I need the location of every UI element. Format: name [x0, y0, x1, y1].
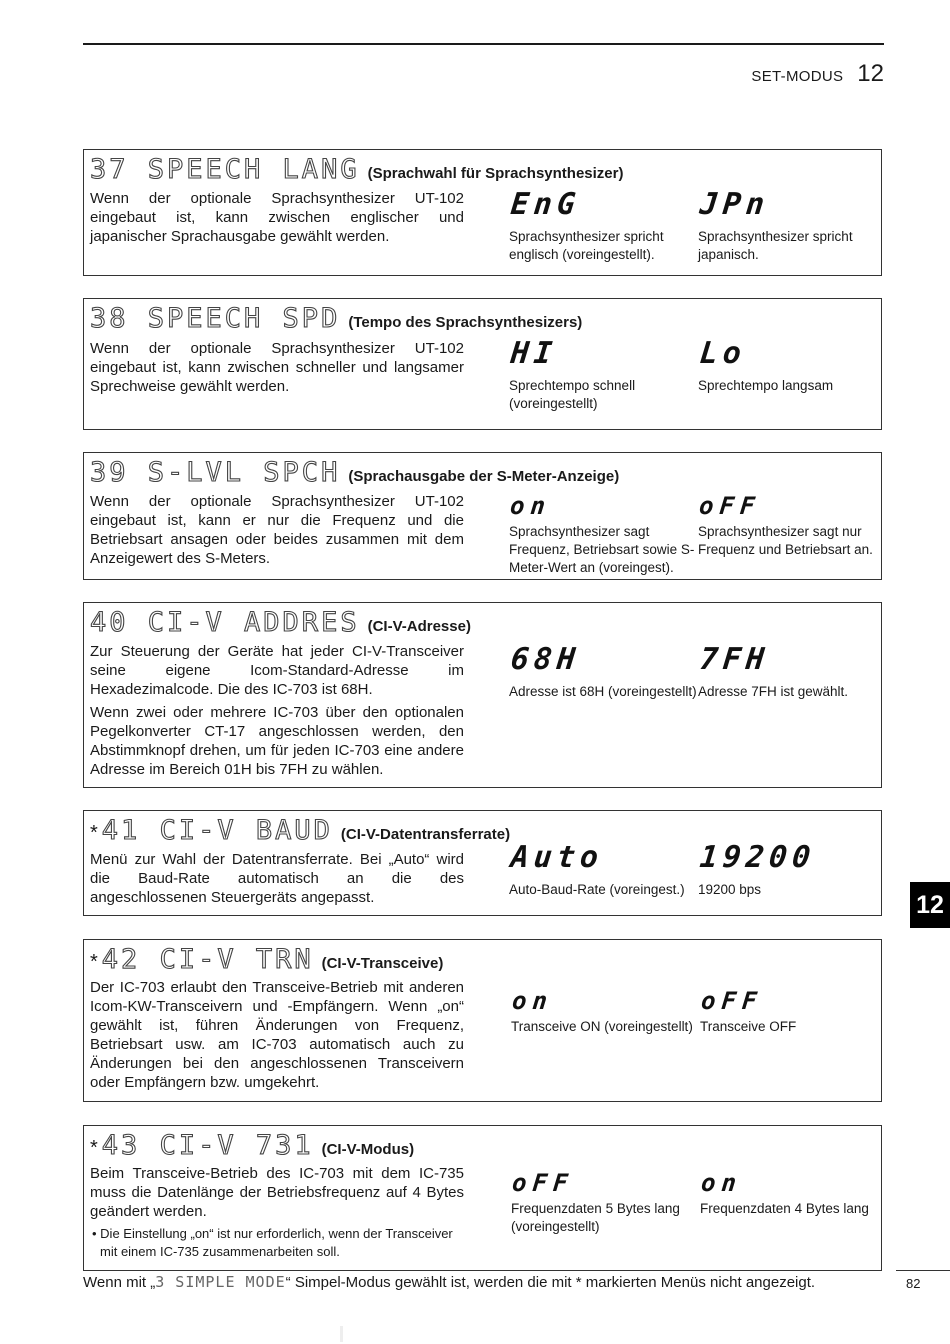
- lcd-display: on: [508, 492, 553, 520]
- option-2: [698, 337, 888, 395]
- menu-section-42: [83, 939, 882, 1102]
- description-text: Wenn zwei oder mehrere IC-703 über den optionalen Pegelkonverter CT-17 angeschlossen werden, den Abstimmknopf drehen, um für jeden IC-703 eine andere Adresse im Bereich 01H bis 7FH zu wählen.: [90, 704, 464, 778]
- footnote-lcd-text: 3 SIMPLE MODE: [155, 1273, 286, 1291]
- lcd-menu-title: 38 SPEECH SPD: [90, 303, 341, 334]
- lcd-display: Lo: [698, 336, 748, 371]
- section-description: [90, 189, 464, 250]
- lcd-display: oFF: [699, 987, 764, 1015]
- lcd-display: Auto: [509, 840, 605, 875]
- lcd-menu-title: 40 CI-V ADDRES: [90, 607, 360, 638]
- section-subtitle: (Sprachausgabe der S-Meter-Anzeige): [348, 468, 620, 485]
- hidden-in-simple-mode-marker: *: [90, 1137, 98, 1159]
- section-subtitle: (CI-V-Datentransferrate): [340, 826, 511, 843]
- option-2: [698, 643, 888, 701]
- description-text: Menü zur Wahl der Datentransferrate. Bei „Auto“ wird die Baud-Rate automatisch an die des angeschlossenen Steuergeräts angepasst.: [90, 851, 464, 906]
- section-title: [90, 303, 582, 334]
- hidden-in-simple-mode-marker: *: [90, 951, 98, 973]
- lcd-display: oFF: [697, 492, 762, 520]
- option-caption: Frequenzdaten 4 Bytes lang: [700, 1201, 869, 1216]
- lcd-display: oFF: [510, 1169, 575, 1197]
- option-2: [698, 483, 888, 559]
- section-description: [90, 339, 464, 400]
- footnote-prefix: Wenn mit „: [83, 1274, 156, 1291]
- option-caption: Sprachsynthesizer spricht japanisch.: [698, 229, 853, 262]
- section-subtitle: (Sprachwahl für Sprachsynthesizer): [367, 165, 624, 182]
- chapter-number: 12: [857, 60, 884, 87]
- section-subtitle: (CI-V-Adresse): [367, 618, 471, 635]
- section-subtitle: (CI-V-Modus): [321, 1141, 415, 1158]
- hidden-in-simple-mode-marker: *: [90, 822, 98, 844]
- footnote: [83, 1273, 815, 1291]
- description-text: Zur Steuerung der Geräte hat jeder CI-V-Transceiver seine eigene Icom-Standard-Adresse im Hexadezimalcode. Die des IC-703 ist 68H.: [90, 643, 464, 698]
- option-caption: Sprachsynthesizer sagt Frequenz, Betriebsart sowie S-Meter-Wert an (voreingest).: [509, 524, 695, 575]
- section-description: [90, 1164, 464, 1261]
- option-caption: Transceive ON (voreingestellt): [511, 1019, 693, 1034]
- section-title: [90, 1130, 414, 1161]
- option-1: [509, 841, 699, 899]
- lcd-display: HI: [509, 336, 559, 371]
- description-text: Wenn der optionale Sprachsynthesizer UT-102 eingebaut ist, kann zwischen englischer und japanischer Sprachausgabe gewählt werden.: [90, 190, 464, 245]
- lcd-menu-title: 41 CI-V BAUD: [101, 815, 333, 846]
- option-caption: Sprachsynthesizer spricht englisch (voreingestellt).: [509, 229, 664, 262]
- description-text: Der IC-703 erlaubt den Transceive-Betrieb mit anderen Icom-KW-Transceivern und -Empfängern. Wenn „on“ gewählt ist, führen Änderungen von Frequenz, Betriebsart usw. am IC-703 automatisch auch zu Änderungen bei den angeschlossenen Transceivern oder Empfängern bzw. umgekehrt.: [90, 979, 464, 1091]
- menu-section-40: [83, 602, 882, 788]
- lcd-display: JPn: [698, 187, 771, 222]
- option-1: [509, 337, 699, 413]
- option-2: [700, 1160, 890, 1218]
- option-caption: Adresse 7FH ist gewählt.: [698, 684, 849, 699]
- scan-artifact: [340, 1326, 343, 1342]
- page-number: 82: [906, 1276, 921, 1291]
- menu-section-43: [83, 1125, 882, 1271]
- option-1: [511, 978, 701, 1036]
- lcd-menu-title: 39 S-LVL SPCH: [90, 457, 341, 488]
- description-text: Wenn der optionale Sprachsynthesizer UT-102 eingebaut ist, kann zwischen schneller und langsamer Sprechweise gewählt werden.: [90, 340, 464, 395]
- option-1: [511, 1160, 701, 1236]
- option-1: [509, 643, 699, 701]
- menu-section-38: [83, 298, 882, 430]
- section-description: [90, 492, 464, 572]
- description-text: Wenn der optionale Sprachsynthesizer UT-102 eingebaut ist, kann er nur die Frequenz und die Betriebsart ansagen oder beides zusammen mit dem Anzeigewert des S-Meters.: [90, 493, 464, 567]
- section-description: [90, 978, 464, 1096]
- top-rule: [83, 43, 884, 45]
- option-2: [698, 188, 888, 264]
- option-caption: Transceive OFF: [700, 1019, 797, 1034]
- lcd-menu-title: 43 CI-V 731: [101, 1130, 314, 1161]
- footnote-suffix: “ Simpel-Modus gewählt ist, werden die mit * markierten Menüs nicht angezeigt.: [285, 1274, 816, 1291]
- lcd-display: EnG: [509, 187, 582, 222]
- section-description: [90, 850, 464, 911]
- lcd-display: on: [699, 1169, 744, 1197]
- description-text: Beim Transceive-Betrieb des IC-703 mit dem IC-735 muss die Datenlänge der Betriebsfrequenz auf 4 Bytes geändert werden.: [90, 1165, 464, 1220]
- chapter-tab: 12: [910, 882, 950, 928]
- page-number-rule: [896, 1270, 950, 1271]
- section-title: [90, 154, 623, 185]
- usage-note: • Die Einstellung „on“ ist nur erforderlich, wenn der Transceiver mit einem IC-735 zusammenarbeiten soll.: [92, 1226, 453, 1259]
- option-caption: Sprachsynthesizer sagt nur Frequenz und Betriebsart an.: [698, 524, 873, 557]
- lcd-display: on: [510, 987, 555, 1015]
- menu-section-41: [83, 810, 882, 916]
- section-title: [90, 815, 510, 846]
- section-description: [90, 642, 464, 783]
- section-subtitle: (Tempo des Sprachsynthesizers): [348, 314, 583, 331]
- option-caption: Auto-Baud-Rate (voreingest.): [509, 882, 685, 897]
- option-1: [509, 483, 699, 577]
- option-caption: 19200 bps: [698, 882, 762, 897]
- option-caption: Frequenzdaten 5 Bytes lang (voreingestellt): [511, 1201, 680, 1234]
- section-subtitle: (CI-V-Transceive): [321, 955, 444, 972]
- option-2: [700, 978, 890, 1036]
- chapter-title: SET-MODUS: [751, 68, 844, 85]
- lcd-menu-title: 42 CI-V TRN: [101, 944, 314, 975]
- page-header: [751, 60, 884, 88]
- option-caption: Adresse ist 68H (voreingestellt): [509, 684, 697, 699]
- option-caption: Sprechtempo langsam: [698, 378, 834, 393]
- menu-section-37: [83, 149, 882, 276]
- lcd-display: 19200: [698, 840, 817, 875]
- option-1: [509, 188, 699, 264]
- lcd-display: 68H: [509, 642, 582, 677]
- lcd-menu-title: 37 SPEECH LANG: [90, 154, 360, 185]
- lcd-display: 7FH: [698, 642, 771, 677]
- section-title: [90, 944, 443, 975]
- option-caption: Sprechtempo schnell (voreingestellt): [509, 378, 636, 411]
- section-title: [90, 607, 471, 638]
- menu-section-39: [83, 452, 882, 580]
- option-2: [698, 841, 888, 899]
